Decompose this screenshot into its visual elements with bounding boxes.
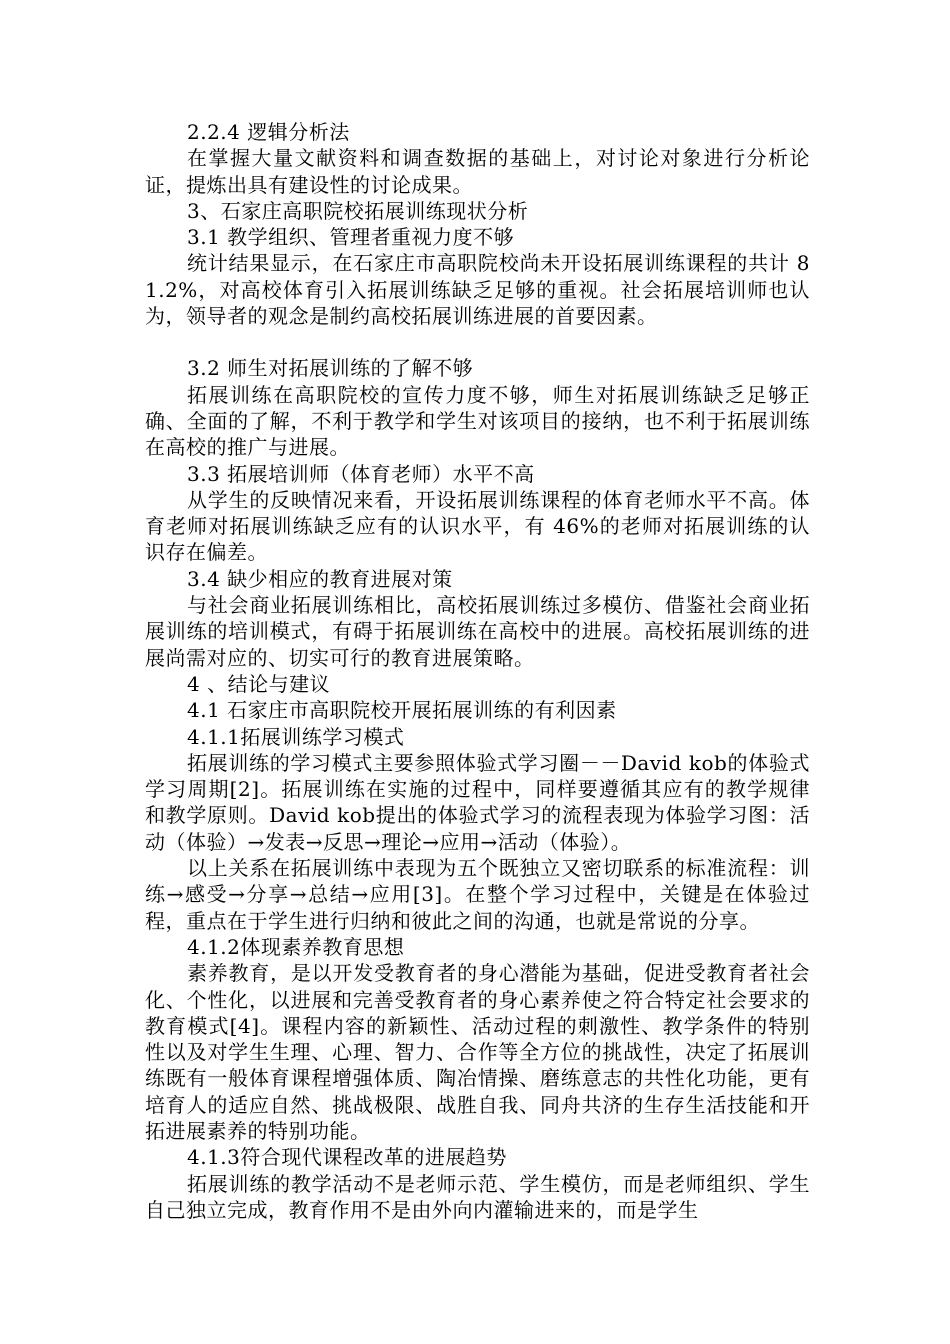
section-heading: 3、石家庄高职院校拓展训练现状分析 (187, 198, 529, 223)
document-body (145, 119, 810, 1223)
section-heading: 3.4 缺少相应的教育进展对策 (187, 566, 453, 591)
section-heading: 3.2 师生对拓展训练的了解不够 (187, 356, 474, 381)
section-heading: 4.1.2体现素养教育思想 (187, 934, 405, 959)
paragraph: 以上关系在拓展训练中表现为五个既独立又密切联系的标准流程：训练→感受→分享→总结→应用[3]。在整个学习过程中，关键是在体验过程，重点在于学生进行归纳和彼此之间的沟通，也就是常说的分享。 (145, 856, 810, 933)
blank-line (145, 329, 810, 355)
section-heading: 4 、结论与建议 (187, 671, 331, 696)
paragraph: 与社会商业拓展训练相比，高校拓展训练过多模仿、借鉴社会商业拓展训练的培训模式，有碍于拓展训练在高校中的进展。高校拓展训练的进展尚需对应的、切实可行的教育进展策略。 (145, 593, 810, 670)
section-heading: 3.1 教学组织、管理者重视力度不够 (187, 225, 515, 250)
section-heading: 4.1 石家庄市高职院校开展拓展训练的有利因素 (187, 698, 617, 723)
paragraph: 在掌握大量文献资料和调查数据的基础上，对讨论对象进行分析论证，提炼出具有建设性的讨论成果。 (145, 146, 810, 197)
paragraph: 拓展训练在高职院校的宣传力度不够，师生对拓展训练缺乏足够正确、全面的了解，不利于教学和学生对该项目的接纳，也不利于拓展训练在高校的推广与进展。 (145, 382, 810, 460)
section-heading: 4.1.3符合现代课程改革的进展趋势 (187, 1145, 507, 1170)
paragraph: 拓展训练的教学活动不是老师示范、学生模仿，而是老师组织、学生自己独立完成，教育作用不是由外向内灌输进来的，而是学生 (145, 1171, 810, 1222)
section-heading: 3.3 拓展培训师（体育老师）水平不高 (187, 461, 535, 486)
paragraph: 拓展训练的学习模式主要参照体验式学习圈－－David kob的体验式学习周期[2]。拓展训练在实施的过程中，同样要遵循其应有的教学规律和教学原则。David kob提出的体验式学习的流程表现为体验学习图：活动（体验）→发表→反思→理论→应用→活动（体验）。 (145, 750, 810, 854)
paragraph: 素养教育，是以开发受教育者的身心潜能为基础，促进受教育者社会化、个性化，以进展和完善受教育者的身心素养使之符合特定社会要求的教育模式[4]。课程内容的新颖性、活动过程的刺激性、教学条件的特别性以及对学生生理、心理、智力、合作等全方位的挑战性，决定了拓展训练既有一般体育课程增强体质、陶冶情操、磨练意志的共性化功能，更有培育人的适应自然、挑战极限、战胜自我、同舟共济的生存生活技能和开拓进展素养的特别功能。 (145, 961, 810, 1143)
section-heading: 2.2.4 逻辑分析法 (187, 120, 350, 144)
section-heading: 4.1.1拓展训练学习模式 (187, 724, 405, 749)
paragraph: 从学生的反映情况来看，开设拓展训练课程的体育老师水平不高。体育老师对拓展训练缺乏应有的认识水平，有 46%的老师对拓展训练的认识存在偏差。 (145, 487, 810, 565)
paragraph: 统计结果显示，在石家庄市高职院校尚未开设拓展训练课程的共计 81.2%，对高校体育引入拓展训练缺乏足够的重视。社会拓展培训师也认为，领导者的观念是制约高校拓展训练进展的首要因素。 (145, 251, 810, 329)
